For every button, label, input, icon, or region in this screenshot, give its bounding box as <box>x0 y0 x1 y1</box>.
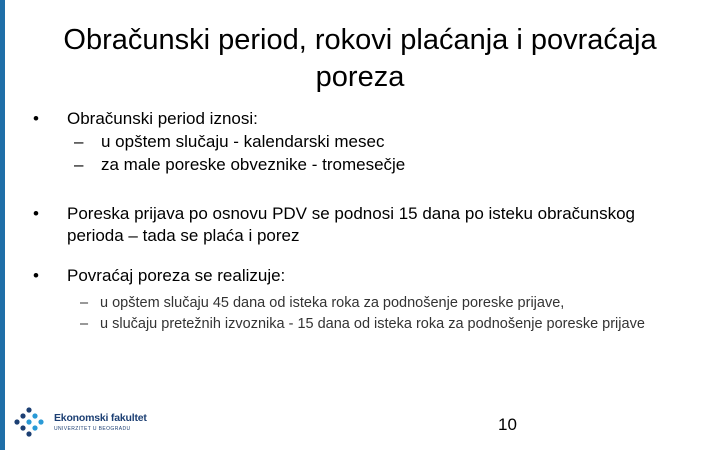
sub-text: za male poreske obveznike - tromesečje <box>101 155 406 174</box>
sub-marker: – <box>74 132 84 151</box>
page-number: 10 <box>498 415 517 434</box>
bullet-text: Povraćaj poreza se realizuje: <box>67 266 286 285</box>
sub-marker: – <box>80 295 89 311</box>
title-line-1: Obračunski period, rokovi plaćanja i povraćaja <box>63 24 657 56</box>
bullet-text: Obračunski period iznosi: <box>67 109 258 128</box>
sub-text: u opštem slučaju 45 dana od isteka roka za podnošenje poreske prijave, <box>100 295 565 311</box>
slide-title <box>20 22 700 96</box>
faculty-logo <box>12 405 162 439</box>
logo-subtitle: UNIVERZITET U BEOGRADU <box>54 426 131 432</box>
bullet-marker: • <box>33 266 39 285</box>
bullet-marker: • <box>33 204 39 223</box>
logo-dots-icon <box>12 405 46 439</box>
bullet-marker: • <box>33 109 39 128</box>
title-line-2: poreza <box>315 61 405 93</box>
sub-text: u opštem slučaju - kalendarski mesec <box>101 132 385 151</box>
sub-marker: – <box>74 155 84 174</box>
sub-text: u slučaju pretežnih izvoznika - 15 dana od isteka roka za podnošenje poreske prijave <box>100 316 645 332</box>
sub-marker: – <box>80 316 89 332</box>
bullet-text: Poreska prijava po osnovu PDV se podnosi 15 dana po isteku obračunskog perioda – tada se plaća i porez <box>67 204 635 245</box>
accent-bar <box>0 0 5 450</box>
logo-name: Ekonomski fakultet <box>54 412 147 424</box>
